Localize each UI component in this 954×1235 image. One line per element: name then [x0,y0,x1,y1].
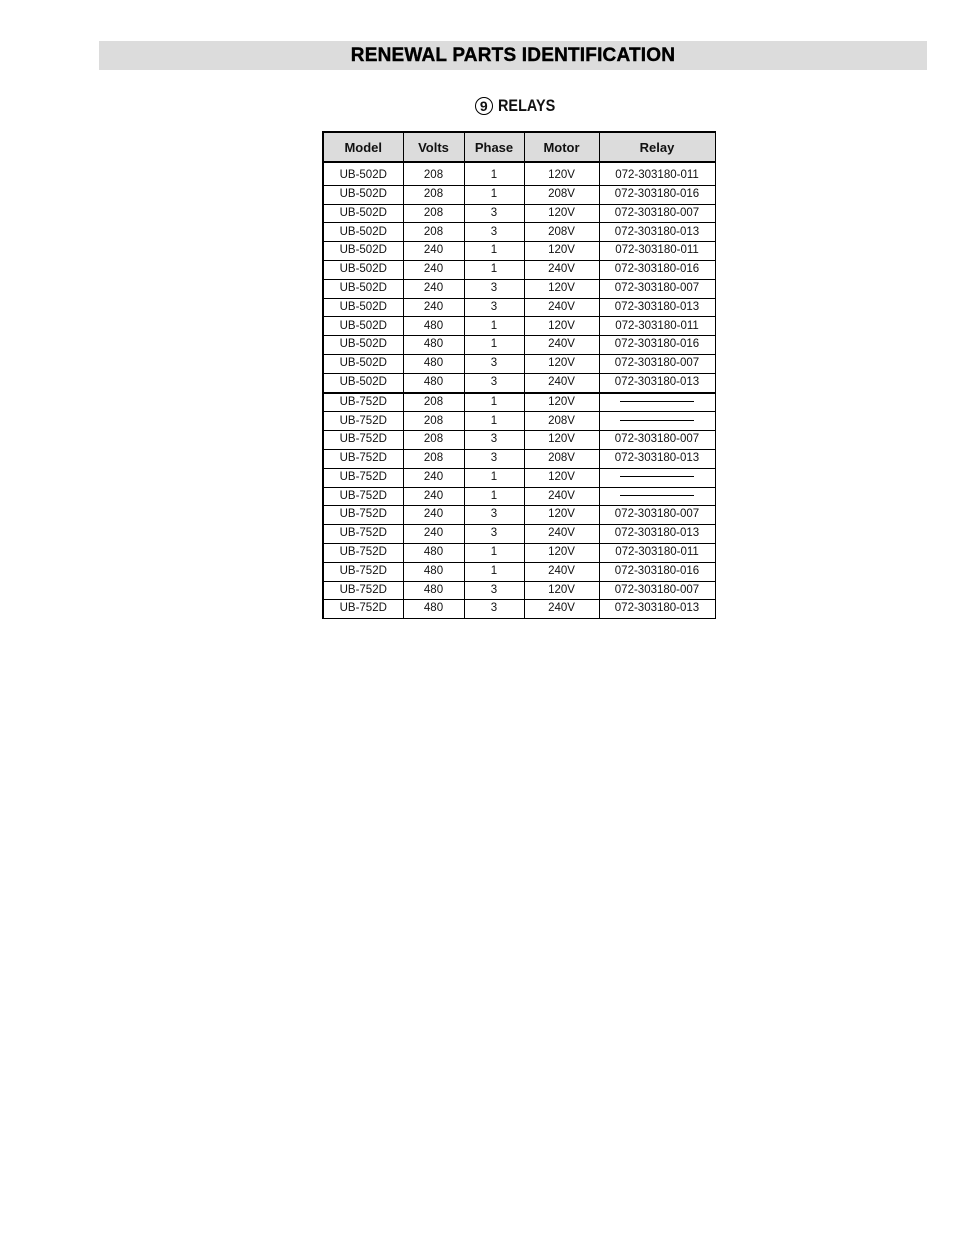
model-cell: UB-502D [323,204,403,223]
page-header-title: RENEWAL PARTS IDENTIFICATION [350,44,676,66]
motor-cell: 120V [524,317,599,336]
motor-cell: 120V [524,204,599,223]
motor-cell: 120V [524,167,599,185]
relay-cell: 072-303180-011 [599,543,715,562]
volts-cell: 208 [403,204,464,223]
column-header-motor: Motor [524,132,599,162]
column-header-phase: Phase [464,132,524,162]
relay-cell [599,412,715,431]
relay-cell: 072-303180-007 [599,581,715,600]
table-row [323,600,715,619]
model-cell: UB-502D [323,279,403,298]
table-row [323,581,715,600]
phase-cell: 1 [464,562,524,581]
model-cell: UB-752D [323,468,403,487]
table-row [323,449,715,468]
model-cell: UB-502D [323,185,403,204]
phase-cell: 1 [464,487,524,506]
volts-cell: 240 [403,487,464,506]
relays-table [322,131,716,619]
relay-cell: 072-303180-013 [599,525,715,544]
relay-cell: 072-303180-007 [599,506,715,525]
volts-cell: 240 [403,468,464,487]
not-applicable-dash [620,401,694,402]
motor-cell: 240V [524,298,599,317]
phase-cell: 1 [464,260,524,279]
model-cell: UB-502D [323,317,403,336]
phase-cell: 1 [464,393,524,412]
column-header-volts: Volts [403,132,464,162]
motor-cell: 120V [524,506,599,525]
phase-cell: 3 [464,525,524,544]
motor-cell: 240V [524,600,599,619]
relays-table-body [323,162,715,619]
volts-cell: 208 [403,185,464,204]
phase-cell: 1 [464,336,524,355]
page-header-bar [99,41,927,70]
table-row [323,317,715,336]
table-row [323,543,715,562]
model-cell: UB-502D [323,167,403,185]
motor-cell: 120V [524,393,599,412]
section-title: RELAYS [497,96,556,115]
table-row [323,260,715,279]
relay-cell: 072-303180-013 [599,298,715,317]
relay-cell: 072-303180-007 [599,431,715,450]
volts-cell: 480 [403,336,464,355]
table-row [323,298,715,317]
table-row [323,373,715,392]
relay-cell: 072-303180-016 [599,336,715,355]
model-cell: UB-752D [323,506,403,525]
volts-cell: 240 [403,525,464,544]
relay-cell: 072-303180-011 [599,317,715,336]
model-cell: UB-502D [323,373,403,392]
table-row [323,525,715,544]
volts-cell: 480 [403,543,464,562]
table-row [323,336,715,355]
column-header-relay: Relay [599,132,715,162]
relay-cell: 072-303180-013 [599,373,715,392]
table-row [323,506,715,525]
volts-cell: 208 [403,431,464,450]
motor-cell: 240V [524,562,599,581]
motor-cell: 208V [524,412,599,431]
model-cell: UB-502D [323,260,403,279]
model-cell: UB-502D [323,242,403,261]
model-cell: UB-752D [323,487,403,506]
phase-cell: 3 [464,373,524,392]
relay-cell: 072-303180-007 [599,354,715,373]
relay-cell: 072-303180-007 [599,279,715,298]
model-cell: UB-752D [323,581,403,600]
motor-cell: 120V [524,242,599,261]
phase-cell: 1 [464,185,524,204]
phase-cell: 3 [464,354,524,373]
relay-cell [599,487,715,506]
not-applicable-dash [620,420,694,421]
motor-cell: 208V [524,449,599,468]
table-header-row [323,132,715,162]
phase-cell: 3 [464,204,524,223]
phase-cell: 3 [464,298,524,317]
phase-cell: 1 [464,317,524,336]
table-row [323,242,715,261]
phase-cell: 1 [464,242,524,261]
phase-cell: 3 [464,223,524,242]
phase-cell: 3 [464,431,524,450]
not-applicable-dash [620,495,694,496]
phase-cell: 1 [464,543,524,562]
relay-cell: 072-303180-007 [599,204,715,223]
phase-cell: 3 [464,581,524,600]
volts-cell: 208 [403,449,464,468]
motor-cell: 240V [524,373,599,392]
model-cell: UB-502D [323,298,403,317]
phase-cell: 3 [464,600,524,619]
motor-cell: 120V [524,354,599,373]
motor-cell: 240V [524,487,599,506]
relay-cell: 072-303180-013 [599,223,715,242]
table-row [323,562,715,581]
relay-cell [599,393,715,412]
model-cell: UB-752D [323,449,403,468]
relay-cell: 072-303180-016 [599,562,715,581]
motor-cell: 120V [524,581,599,600]
table-row [323,185,715,204]
relay-cell: 072-303180-011 [599,242,715,261]
table-row [323,431,715,450]
table-row [323,279,715,298]
volts-cell: 208 [403,412,464,431]
motor-cell: 240V [524,525,599,544]
motor-cell: 240V [524,336,599,355]
model-cell: UB-752D [323,412,403,431]
table-row [323,167,715,185]
motor-cell: 120V [524,279,599,298]
volts-cell: 240 [403,242,464,261]
relay-cell: 072-303180-016 [599,185,715,204]
volts-cell: 240 [403,506,464,525]
relay-cell [599,468,715,487]
model-cell: UB-752D [323,525,403,544]
table-row [323,487,715,506]
phase-cell: 3 [464,449,524,468]
volts-cell: 480 [403,317,464,336]
volts-cell: 480 [403,581,464,600]
table-row [323,393,715,412]
table-row [323,354,715,373]
section-heading [0,96,954,116]
relay-cell: 072-303180-011 [599,167,715,185]
motor-cell: 208V [524,223,599,242]
volts-cell: 480 [403,562,464,581]
motor-cell: 120V [524,431,599,450]
model-cell: UB-752D [323,562,403,581]
volts-cell: 208 [403,393,464,412]
not-applicable-dash [620,476,694,477]
phase-cell: 1 [464,468,524,487]
volts-cell: 208 [403,223,464,242]
relay-cell: 072-303180-013 [599,449,715,468]
phase-cell: 1 [464,167,524,185]
motor-cell: 120V [524,468,599,487]
model-cell: UB-752D [323,431,403,450]
model-cell: UB-752D [323,393,403,412]
table-row [323,412,715,431]
motor-cell: 208V [524,185,599,204]
volts-cell: 240 [403,260,464,279]
table-row [323,468,715,487]
volts-cell: 480 [403,373,464,392]
phase-cell: 1 [464,412,524,431]
relay-cell: 072-303180-013 [599,600,715,619]
model-cell: UB-752D [323,543,403,562]
motor-cell: 120V [524,543,599,562]
volts-cell: 480 [403,354,464,373]
volts-cell: 240 [403,279,464,298]
motor-cell: 240V [524,260,599,279]
volts-cell: 208 [403,167,464,185]
phase-cell: 3 [464,279,524,298]
relay-cell: 072-303180-016 [599,260,715,279]
phase-cell: 3 [464,506,524,525]
section-number-circle: 9 [475,97,493,115]
volts-cell: 240 [403,298,464,317]
volts-cell: 480 [403,600,464,619]
column-header-model: Model [323,132,403,162]
table-row [323,204,715,223]
table-row [323,223,715,242]
model-cell: UB-752D [323,600,403,619]
model-cell: UB-502D [323,336,403,355]
model-cell: UB-502D [323,354,403,373]
model-cell: UB-502D [323,223,403,242]
